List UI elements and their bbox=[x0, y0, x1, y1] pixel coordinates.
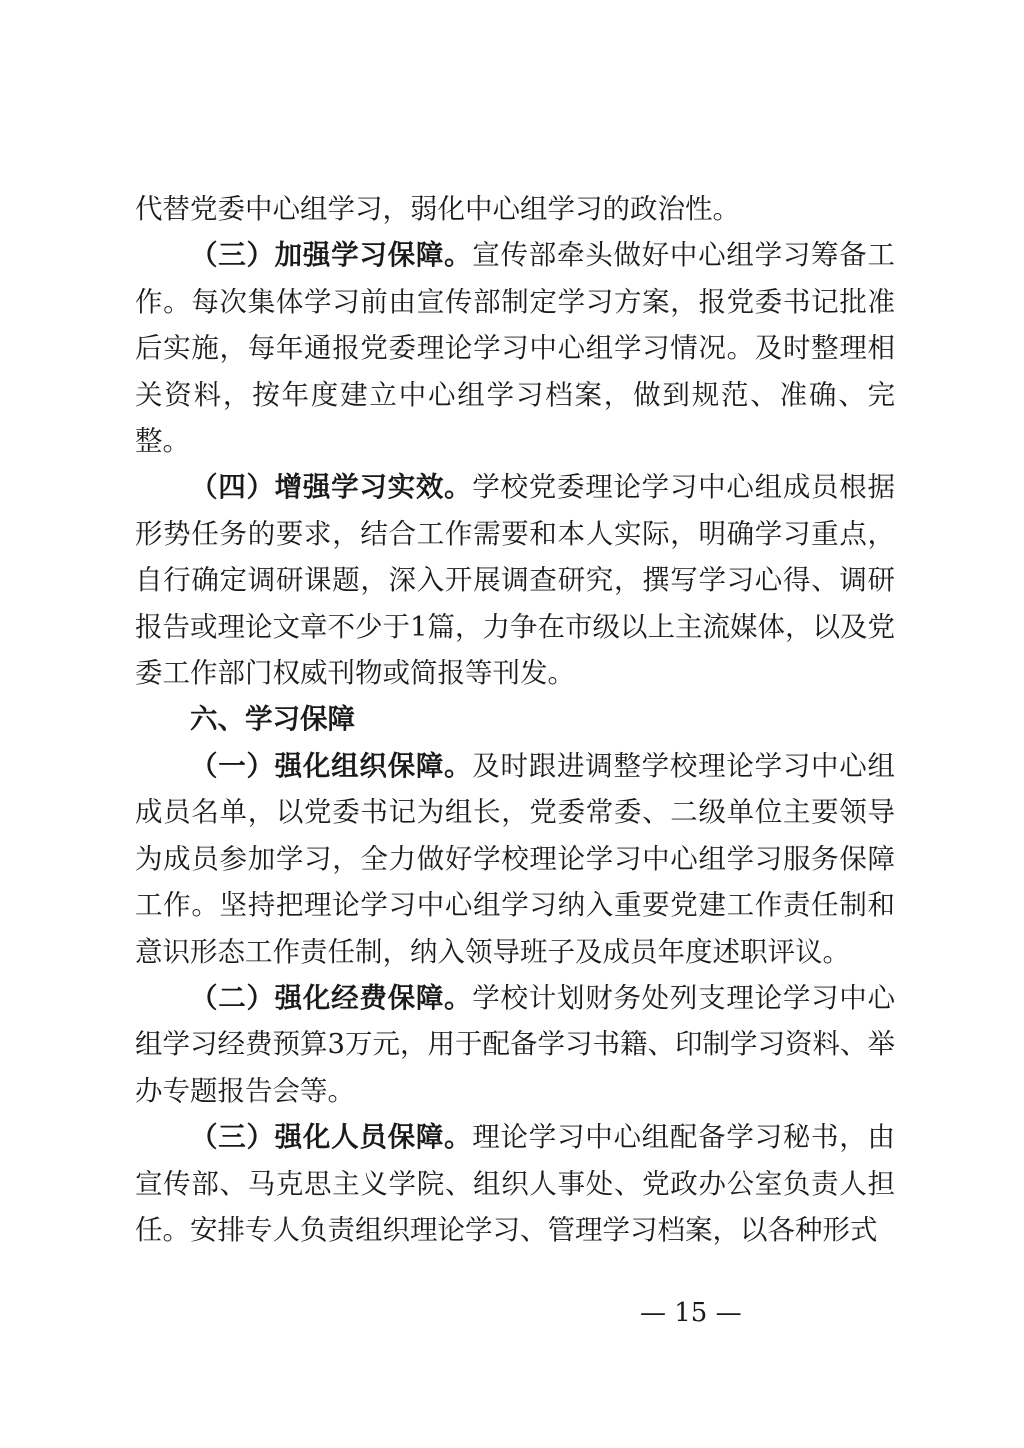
document-body bbox=[135, 186, 895, 1253]
page-number: — 15 — bbox=[640, 1298, 742, 1328]
paragraph-funding-support bbox=[135, 975, 895, 1114]
paragraph-enhance-study-effect bbox=[135, 464, 895, 696]
paragraph-strengthen-study-support bbox=[135, 232, 895, 464]
paragraph-body: 宣传部牵头做好中心组学习筹备工作。每次集体学习前由宣传部制定学习方案，报党委书记批准后实施，每年通报党委理论学习中心组学习情况。及时整理相关资料，按年度建立中心组学习档案，做到规范、准确、完整。 bbox=[135, 239, 896, 458]
paragraph-lead: （三）强化人员保障。 bbox=[190, 1121, 473, 1154]
paragraph-lead: （一）强化组织保障。 bbox=[190, 749, 473, 782]
continuation-paragraph bbox=[135, 186, 895, 232]
paragraph-body: 学校计划财务处列支理论学习中心组学习经费预算3万元，用于配备学习书籍、印制学习资料、举办专题报告会等。 bbox=[135, 981, 896, 1107]
paragraph-organization-support bbox=[135, 743, 895, 975]
paragraph-body: 学校党委理论学习中心组成员根据形势任务的要求，结合工作需要和本人实际，明确学习重点，自行确定调研课题，深入开展调查研究，撰写学习心得、调研报告或理论文章不少于1篇，力争在市级以上主流媒体，以及党委工作部门权威刊物或简报等刊发。 bbox=[135, 471, 896, 690]
paragraph-body: 及时跟进调整学校理论学习中心组成员名单，以党委书记为组长，党委常委、二级单位主要领导为成员参加学习，全力做好学校理论学习中心组学习服务保障工作。坚持把理论学习中心组学习纳入重要党建工作责任制和意识形态工作责任制，纳入领导班子及成员年度述职评议。 bbox=[135, 749, 896, 968]
section-heading: 六、学习保障 bbox=[190, 703, 355, 736]
paragraph-personnel-support bbox=[135, 1114, 895, 1253]
paragraph-lead: （二）强化经费保障。 bbox=[190, 981, 473, 1014]
paragraph-body: 理论学习中心组配备学习秘书，由宣传部、马克思主义学院、组织人事处、党政办公室负责人担任。安排专人负责组织理论学习、管理学习档案，以各种形式 bbox=[135, 1121, 896, 1246]
paragraph-lead: （三）加强学习保障。 bbox=[190, 239, 473, 272]
paragraph-lead: （四）增强学习实效。 bbox=[190, 471, 473, 504]
continuation-text: 代替党委中心组学习，弱化中心组学习的政治性。 bbox=[135, 193, 740, 225]
